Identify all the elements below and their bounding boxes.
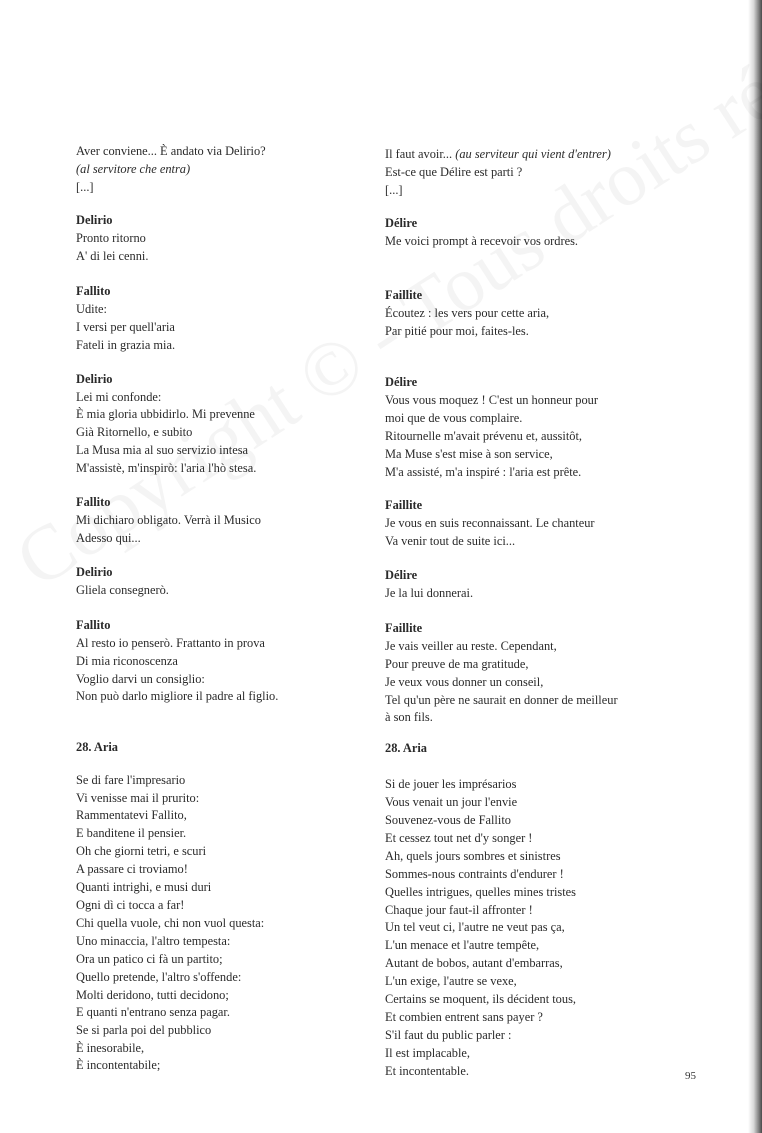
french-line-text: Je vous en suis reconnaissant. Le chanteur — [385, 516, 595, 530]
italian-text-line — [76, 389, 161, 407]
italian-text-line — [76, 951, 223, 969]
french-heading — [385, 215, 417, 233]
french-line-text: Sommes-nous contraints d'endurer ! — [385, 867, 564, 881]
french-line-text: Autant de bobos, autant d'embarras, — [385, 956, 563, 970]
french-stage-direction: (au serviteur qui vient d'entrer) — [455, 147, 611, 161]
french-text-line — [385, 164, 522, 182]
french-line-text: Ritournelle m'avait prévenu et, aussitôt, — [385, 429, 582, 443]
italian-text-line — [76, 807, 187, 825]
french-text-line — [385, 937, 539, 955]
italian-text-line — [76, 161, 190, 179]
french-text-line — [385, 1009, 543, 1027]
french-text-line — [385, 638, 557, 656]
french-text-line — [385, 776, 516, 794]
italian-text-line — [76, 337, 175, 355]
french-line-text: Tel qu'un père ne saurait en donner de meilleur — [385, 693, 618, 707]
french-line-text: Et combien entrent sans payer ? — [385, 1010, 543, 1024]
french-line-text: Délire — [385, 568, 418, 582]
italian-text-line — [76, 987, 229, 1005]
italian-line-text: Se di fare l'impresario — [76, 773, 186, 787]
italian-text-line — [76, 671, 205, 689]
french-heading — [385, 620, 422, 638]
italian-line-text: Molti deridono, tutti decidono; — [76, 988, 229, 1002]
italian-line-text: Di mia riconoscenza — [76, 654, 178, 668]
italian-heading — [76, 283, 110, 301]
french-line-text: Je la lui donnerai. — [385, 586, 474, 600]
italian-text-line — [76, 772, 185, 790]
french-line-text: Écoutez : les vers pour cette aria, — [385, 306, 550, 320]
french-line-text: Va venir tout de suite ici... — [385, 534, 516, 548]
italian-line-text: Mi dichiaro obligato. Verrà il Musico — [76, 513, 261, 527]
italian-text-line — [76, 879, 211, 897]
italian-line-text: E quanti n'entrano senza pagar. — [76, 1005, 230, 1019]
french-line-text: Est-ce que Délire est parti ? — [385, 165, 523, 179]
french-heading — [385, 287, 422, 305]
french-text-line — [385, 1045, 470, 1063]
french-text-line — [385, 305, 549, 323]
italian-text-line — [76, 825, 186, 843]
french-text-line — [385, 428, 582, 446]
french-heading — [385, 567, 417, 585]
french-line-text: Par pitié pour moi, faites-les. — [385, 324, 529, 338]
french-line-text: Me voici prompt à recevoir vos ordres. — [385, 234, 579, 248]
italian-line-text: Uno minaccia, l'altro tempesta: — [76, 934, 231, 948]
french-text-line — [385, 392, 598, 410]
french-line-text: M'a assisté, m'a inspiré : l'aria est prête. — [385, 465, 582, 479]
page-number: 95 — [685, 1070, 696, 1082]
french-text-line — [385, 919, 565, 937]
french-line-text: [...] — [385, 183, 403, 197]
page-edge-shadow — [748, 0, 762, 1133]
french-text-line — [385, 446, 553, 464]
italian-line-text: Fallito — [76, 618, 111, 632]
italian-line-text: Fallito — [76, 495, 111, 509]
italian-line-text: Delirio — [76, 565, 113, 579]
french-line-text: L'un exige, l'autre se vexe, — [385, 974, 517, 988]
french-line-text: Faillite — [385, 621, 423, 635]
french-text-line — [385, 585, 473, 603]
french-text-line — [385, 709, 433, 727]
italian-text-line — [76, 442, 248, 460]
italian-line-text: Già Ritornello, e subito — [76, 425, 193, 439]
italian-text-line — [76, 1040, 144, 1058]
italian-text-line — [76, 933, 230, 951]
italian-line-text: Ora un patico ci fà un partito; — [76, 952, 223, 966]
italian-line-text: Pronto ritorno — [76, 231, 146, 245]
italian-line-text: Lei mi confonde: — [76, 390, 162, 404]
french-line-text: Il est implacable, — [385, 1046, 470, 1060]
french-line-text: Ma Muse s'est mise à son service, — [385, 447, 553, 461]
italian-line-text: La Musa mia al suo servizio intesa — [76, 443, 249, 457]
french-text-line — [385, 812, 511, 830]
italian-line-text: A' di lei cenni. — [76, 249, 149, 263]
italian-text-line — [76, 843, 206, 861]
french-line-text: Vous vous moquez ! C'est un honneur pour — [385, 393, 598, 407]
italian-line-text: Se si parla poi del pubblico — [76, 1023, 212, 1037]
french-line-text: Et incontentable. — [385, 1064, 469, 1078]
italian-line-text: M'assistè, m'inspirò: l'aria l'hò stesa. — [76, 461, 257, 475]
italian-heading — [76, 564, 112, 582]
italian-line-text: Fateli in grazia mia. — [76, 338, 176, 352]
italian-text-line — [76, 460, 256, 478]
italian-line-text: Chi quella vuole, chi non vuol questa: — [76, 916, 265, 930]
italian-heading — [76, 739, 118, 757]
italian-text-line — [76, 424, 192, 442]
french-line-text: Un tel veut ci, l'autre ne veut pas ça, — [385, 920, 565, 934]
french-line-text: Et cessez tout net d'y songer ! — [385, 831, 533, 845]
italian-line-text: Aver conviene... È andato via Delirio? — [76, 144, 266, 158]
italian-text-line — [76, 1057, 160, 1075]
italian-text-line — [76, 143, 266, 161]
french-heading — [385, 740, 427, 758]
french-line-text: à son fils. — [385, 710, 433, 724]
italian-line-text: È inesorabile, — [76, 1041, 145, 1055]
italian-heading — [76, 371, 112, 389]
french-text-line — [385, 464, 581, 482]
italian-line-text: (al servitore che entra) — [76, 162, 191, 176]
italian-line-text: Al resto io penserò. Frattanto in prova — [76, 636, 265, 650]
french-line-text: Je veux vous donner un conseil, — [385, 675, 544, 689]
french-text-line — [385, 233, 578, 251]
italian-heading — [76, 212, 112, 230]
italian-line-text: Fallito — [76, 284, 111, 298]
french-text-line — [385, 515, 595, 533]
french-text-line — [385, 410, 522, 428]
italian-line-text: Vi venisse mai il prurito: — [76, 791, 200, 805]
french-line-text: Délire — [385, 375, 418, 389]
french-line-text: Souvenez-vous de Fallito — [385, 813, 511, 827]
french-line-text: L'un menace et l'autre tempête, — [385, 938, 540, 952]
italian-line-text: Udite: — [76, 302, 107, 316]
italian-text-line — [76, 230, 146, 248]
french-line-text: S'il faut du public parler : — [385, 1028, 512, 1042]
italian-line-text: Gliela consegnerò. — [76, 583, 169, 597]
french-line-text: 28. Aria — [385, 741, 427, 755]
italian-line-text: Quello pretende, l'altro s'offende: — [76, 970, 242, 984]
french-line-text: Ah, quels jours sombres et sinistres — [385, 849, 561, 863]
french-text-line — [385, 146, 611, 164]
french-text-line — [385, 533, 515, 551]
french-text-line — [385, 182, 403, 200]
italian-line-text: A passare ci troviamo! — [76, 862, 188, 876]
italian-text-line — [76, 1004, 230, 1022]
french-text-line — [385, 323, 529, 341]
italian-line-text: Adesso qui... — [76, 531, 141, 545]
italian-line-text: Voglio darvi un consiglio: — [76, 672, 205, 686]
italian-text-line — [76, 653, 178, 671]
french-line-text: Je vais veiller au reste. Cependant, — [385, 639, 557, 653]
italian-text-line — [76, 406, 255, 424]
italian-heading — [76, 617, 110, 635]
italian-text-line — [76, 179, 94, 197]
french-text-line — [385, 1027, 511, 1045]
french-line-text: Si de jouer les imprésarios — [385, 777, 517, 791]
french-text-line — [385, 692, 618, 710]
italian-text-line — [76, 861, 188, 879]
italian-text-line — [76, 530, 141, 548]
italian-text-line — [76, 319, 175, 337]
italian-text-line — [76, 1022, 211, 1040]
italian-line-text: È mia gloria ubbidirlo. Mi prevenne — [76, 407, 255, 421]
italian-text-line — [76, 301, 107, 319]
french-text-line — [385, 674, 543, 692]
french-text-line — [385, 830, 532, 848]
french-line-text: Certains se moquent, ils décident tous, — [385, 992, 576, 1006]
italian-text-line — [76, 969, 241, 987]
french-line-text: Faillite — [385, 288, 423, 302]
french-text-line — [385, 656, 528, 674]
italian-line-text: [...] — [76, 180, 94, 194]
french-text-line — [385, 902, 533, 920]
italian-line-text: E banditene il pensier. — [76, 826, 187, 840]
italian-text-line — [76, 248, 148, 266]
italian-text-line — [76, 635, 265, 653]
italian-line-text: Rammentatevi Fallito, — [76, 808, 187, 822]
italian-text-line — [76, 897, 184, 915]
italian-line-text: Ogni dì ci tocca a far! — [76, 898, 185, 912]
french-line-text: Pour preuve de ma gratitude, — [385, 657, 529, 671]
italian-text-line — [76, 790, 199, 808]
french-text-line — [385, 794, 517, 812]
italian-line-text: I versi per quell'aria — [76, 320, 175, 334]
italian-line-text: Non può darlo migliore il padre al figlio. — [76, 689, 279, 703]
french-line-text: Faillite — [385, 498, 423, 512]
italian-line-text: 28. Aria — [76, 740, 118, 754]
italian-text-line — [76, 688, 278, 706]
italian-line-text: È incontentabile; — [76, 1058, 161, 1072]
italian-line-text: Delirio — [76, 372, 113, 386]
french-text-line — [385, 973, 517, 991]
italian-line-text: Delirio — [76, 213, 113, 227]
italian-heading — [76, 494, 110, 512]
french-heading — [385, 497, 422, 515]
french-text-line — [385, 1063, 469, 1081]
italian-text-line — [76, 582, 169, 600]
italian-line-text: Oh che giorni tetri, e scuri — [76, 844, 207, 858]
french-line-text: moi que de vous complaire. — [385, 411, 523, 425]
french-text-line — [385, 884, 576, 902]
french-text-line — [385, 866, 564, 884]
french-line-text: Chaque jour faut-il affronter ! — [385, 903, 533, 917]
italian-text-line — [76, 915, 264, 933]
french-text-line — [385, 848, 561, 866]
italian-line-text: Quanti intrighi, e musi duri — [76, 880, 212, 894]
french-line-text: Délire — [385, 216, 418, 230]
french-line-text: Il faut avoir... — [385, 147, 456, 161]
french-line-text: Quelles intrigues, quelles mines tristes — [385, 885, 576, 899]
french-heading — [385, 374, 417, 392]
french-line-text: Vous venait un jour l'envie — [385, 795, 518, 809]
italian-text-line — [76, 512, 261, 530]
french-text-line — [385, 955, 563, 973]
french-text-line — [385, 991, 576, 1009]
